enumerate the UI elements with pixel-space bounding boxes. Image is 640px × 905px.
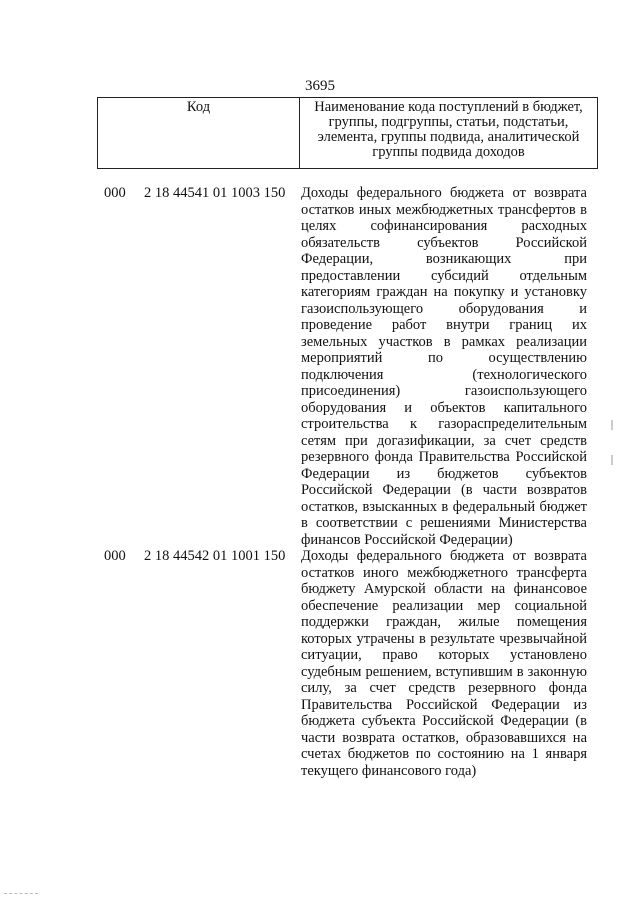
table-row bbox=[0, 185, 640, 548]
page-number: 3695 bbox=[305, 78, 335, 94]
revenue-code: 2 18 44541 01 1003 150 bbox=[144, 185, 286, 201]
code-list bbox=[0, 185, 640, 779]
header-name-cell: Наименование кода поступлений в бюджет, группы, подгруппы, статьи, подстатьи, элемента, группы подвида, аналитической группы подвида доходов bbox=[300, 98, 598, 169]
admin-code: 000 bbox=[104, 185, 126, 201]
revenue-description: Доходы федерального бюджета от возврата остатков иных межбюджетных трансфертов в целях софинансирования расходных обязательств субъектов Российской Федерации, возникающих при предоставлении субсидий отдельным категориям граждан на покупку и установку газоиспользующего оборудования и проведение работ внутри границ их земельных участков в рамках реализации мероприятий по осуществлению подключения (технологического присоединения) газоиспользующего оборудования и объектов капитального строительства к газораспределительным сетям при догазификации, за счет средств резервного фонда Правительства Российской Федерации из бюджетов субъектов Российской Федерации (в части возвратов остатков, взысканных в федеральный бюджет в соответствии с решениями Министерства финансов Российской Федерации) bbox=[301, 185, 587, 548]
header-table bbox=[97, 97, 598, 169]
admin-code: 000 bbox=[104, 548, 126, 564]
header-code-cell: Код bbox=[98, 98, 300, 169]
scan-artifact bbox=[4, 893, 38, 896]
revenue-code: 2 18 44542 01 1001 150 bbox=[144, 548, 286, 564]
scan-artifact bbox=[611, 420, 613, 430]
scan-artifact bbox=[611, 455, 613, 465]
header-row bbox=[98, 98, 598, 169]
table-row bbox=[0, 548, 640, 779]
revenue-description: Доходы федерального бюджета от возврата остатков иного межбюджетного трансферта бюджету Амурской области на финансовое обеспечение реализации мер социальной поддержки граждан, жилые помещения которых утрачены в результате чрезвычайной ситуации, право которых установлено судебным решением, вступившим в законную силу, за счет средств резервного фонда Правительства Российской Федерации из бюджета субъекта Российской Федерации (в части возврата остатков, образовавшихся на счетах бюджетов по состоянию на 1 января текущего финансового года) bbox=[301, 548, 587, 779]
